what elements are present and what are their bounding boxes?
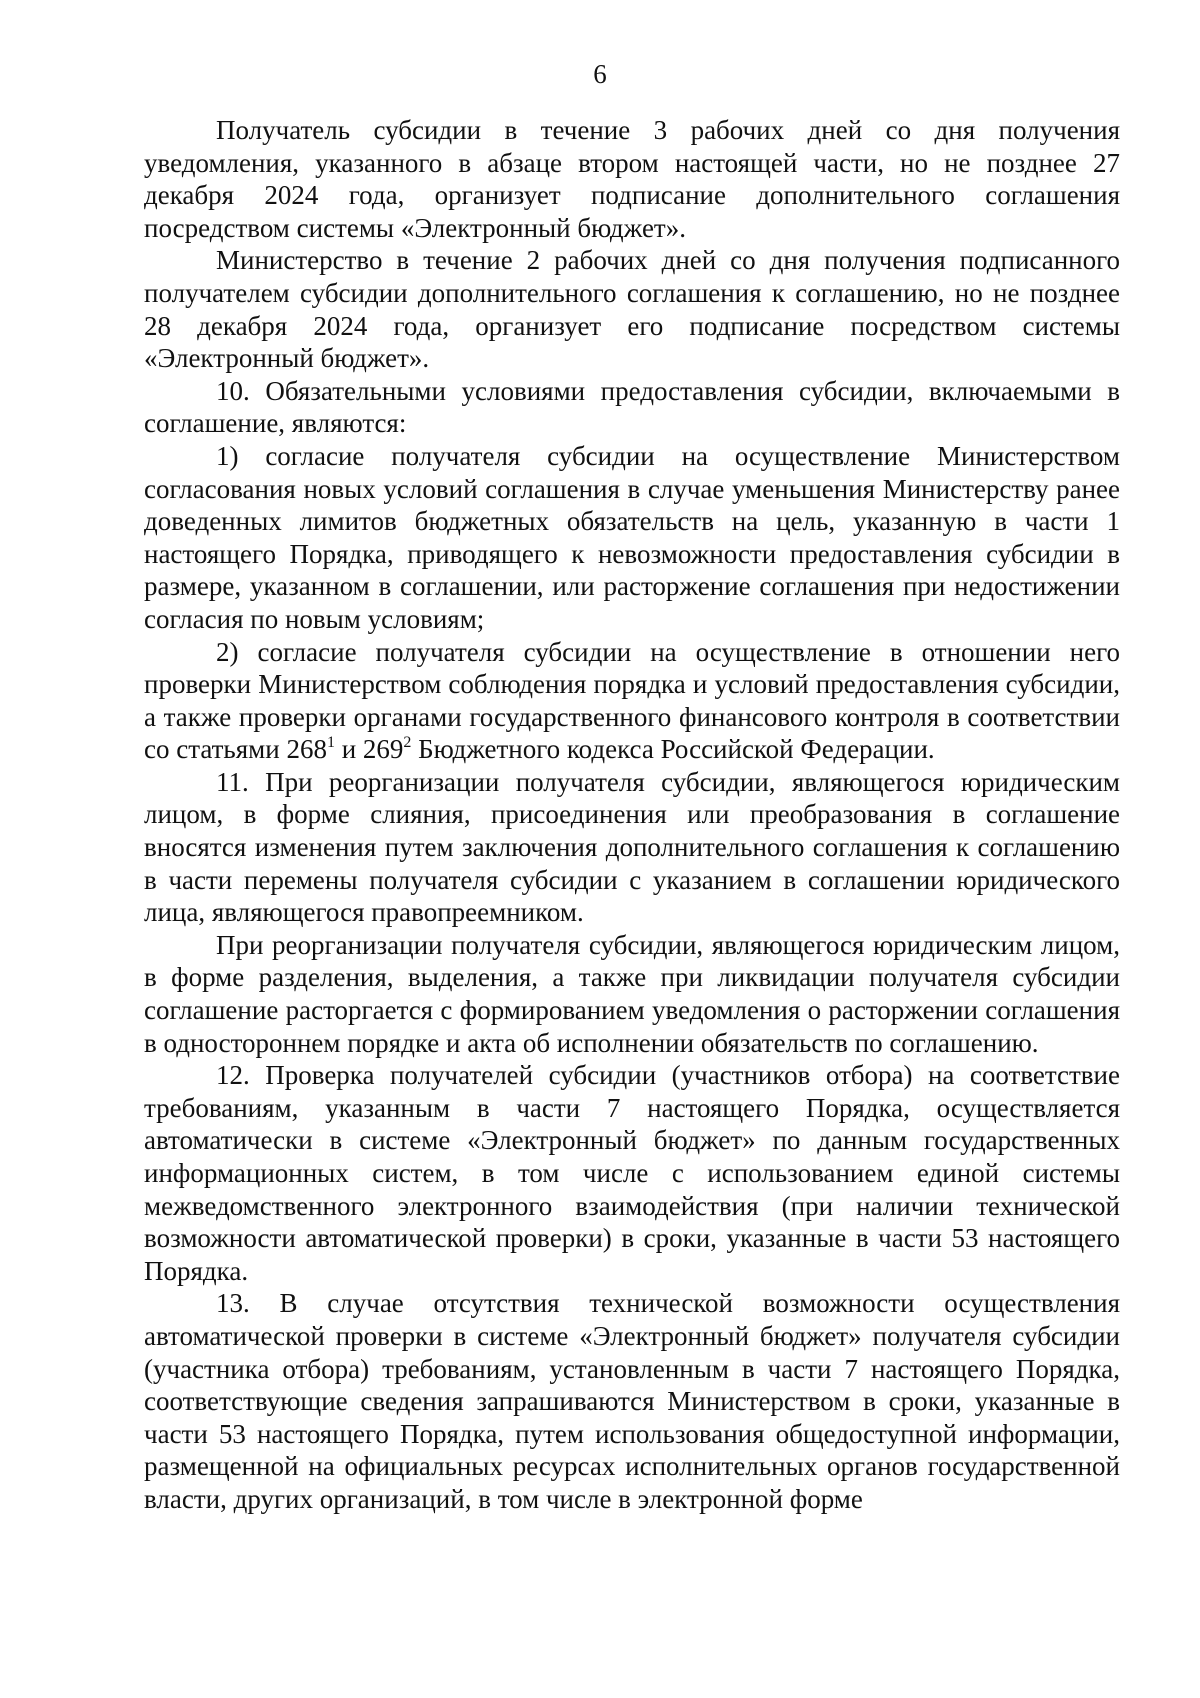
paragraph-10-item-1: 1) согласие получателя субсидии на осуществление Министерством согласования новых условий соглашения в случае уменьшения Министерству ранее доведенных лимитов бюджетных обязательств на цель, указанную в части 1 настоящего Порядка, приводящего к невозможности предоставления субсидии в размере, указанном в соглашении, или расторжение соглашения при недостижении согласия по новым условиям; [144,440,1120,634]
paragraph-10-item-2 [144,636,1120,766]
paragraph-11-continued: При реорганизации получателя субсидии, являющегося юридическим лицом, в форме разделения, выделения, а также при ликвидации получателя субсидии соглашение расторгается с формированием уведомления о расторжении соглашения в одностороннем порядке и акта об исполнении обязательств по соглашению. [144,929,1120,1058]
paragraph-13: 13. В случае отсутствия технической возможности осуществления автоматической проверки в системе «Электронный бюджет» получателя субсидии (участника отбора) требованиям, установленным в части 7 настоящего Порядка, соответствующие сведения запрашиваются Министерством в сроки, указанные в части 53 настоящего Порядка, путем использования общедоступной информации, размещенной на официальных ресурсах исполнительных органов государственной власти, других организаций, в том числе в электронной форме [144,1288,1120,1514]
paragraph-10-heading: 10. Обязательными условиями предоставления субсидии, включаемыми в соглашение, являются: [144,375,1120,439]
paragraph-10-item-2-text-a: 2) согласие получателя субсидии на осуществление в отношении него проверки Министерством соблюдения порядка и условий предоставления субсидии, а также проверки органами государственного финансового контроля в соответствии со статьями 268 [144,636,1120,765]
page-number: 6 [593,59,607,89]
paragraph-12: 12. Проверка получателей субсидии (участников отбора) на соответствие требованиям, указанным в части 7 настоящего Порядка, осуществляется автоматически в системе «Электронный бюджет» по данным государственных информационных систем, в том числе с использованием единой системы межведомственного электронного взаимодействия (при наличии технической возможности автоматической проверки) в сроки, указанные в части 53 настоящего Порядка. [144,1060,1120,1286]
paragraph-11: 11. При реорганизации получателя субсидии, являющегося юридическим лицом, в форме слияния, присоединения или преобразования в соглашение вносятся изменения путем заключения дополнительного соглашения к соглашению в части перемены получателя субсидии с указанием в соглашении юридического лица, являющегося правопреемником. [144,766,1120,928]
superscript-2: 2 [403,734,412,752]
paragraph-10-item-2-text-c: Бюджетного кодекса Российской Федерации. [411,734,935,765]
superscript-1: 1 [326,734,335,752]
document-body [144,114,1120,1516]
paragraph-notification-signing: Получатель субсидии в течение 3 рабочих дней со дня получения уведомления, указанного в абзаце втором настоящей части, но не позднее 27 декабря 2024 года, организует подписание дополнительного соглашения посредством системы «Электронный бюджет». [144,115,1120,243]
paragraph-10-item-2-text-b: и 269 [334,734,404,765]
paragraph-ministry-signing: Министерство в течение 2 рабочих дней со дня получения подписанного получателем субсидии дополнительного соглашения к соглашению, но не позднее 28 декабря 2024 года, организует его подписание посредством системы «Электронный бюджет». [144,245,1120,374]
